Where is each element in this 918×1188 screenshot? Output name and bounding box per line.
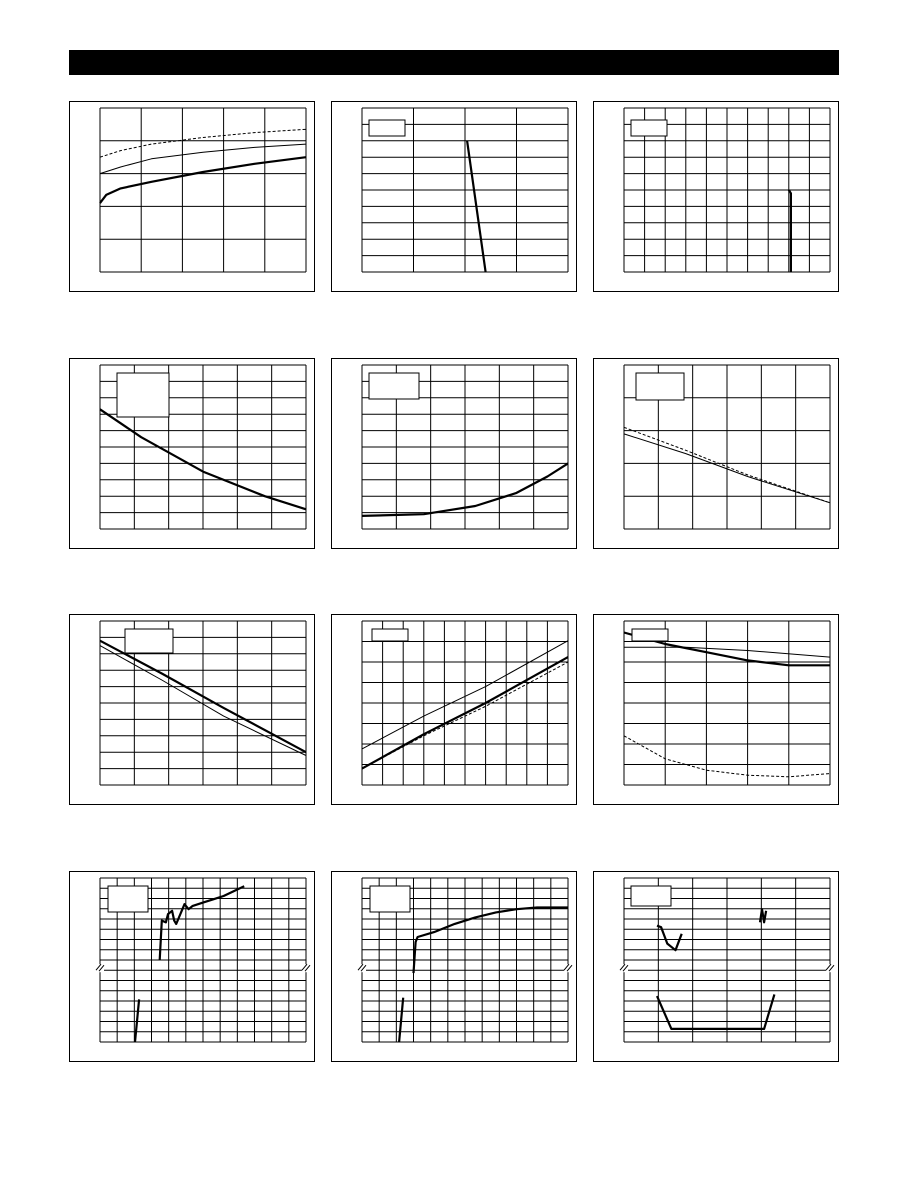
chart-panel-5 — [331, 358, 577, 549]
chart-panel-7 — [69, 614, 315, 805]
legend-box — [369, 120, 405, 136]
series-line-1 — [135, 999, 139, 1042]
chart-svg — [70, 872, 316, 1063]
grid — [362, 621, 568, 785]
chart-panel-10 — [69, 871, 315, 1062]
series-line-1 — [399, 998, 403, 1042]
series-line-2 — [760, 909, 766, 922]
chart-svg — [70, 359, 316, 550]
series-line-2 — [160, 886, 245, 960]
series-line-3 — [624, 736, 830, 777]
grid — [624, 621, 830, 785]
legend-box — [125, 629, 173, 653]
legend-box — [631, 886, 671, 906]
chart-svg — [70, 615, 316, 806]
axis-break-mark — [302, 964, 310, 972]
legend-box — [372, 629, 408, 641]
chart-panel-12 — [593, 871, 839, 1062]
chart-panel-2 — [331, 101, 577, 292]
chart-panel-8 — [331, 614, 577, 805]
chart-panel-3 — [593, 101, 839, 292]
chart-svg — [332, 102, 578, 293]
axis-break-mark — [96, 964, 104, 972]
chart-panel-4 — [69, 358, 315, 549]
series-line-1 — [100, 129, 306, 157]
legend-box — [108, 886, 148, 912]
legend-box — [369, 373, 419, 399]
chart-svg — [70, 102, 316, 293]
series-line-2 — [414, 908, 569, 974]
axis-break-mark — [564, 964, 572, 972]
legend-box — [632, 629, 668, 641]
legend-box — [636, 373, 684, 400]
legend-box — [631, 120, 667, 136]
axis-break-mark — [620, 964, 628, 972]
axis-break-mark — [826, 964, 834, 972]
legend-box — [370, 886, 410, 912]
legend-box — [117, 373, 169, 417]
grid — [100, 108, 306, 272]
chart-svg — [332, 615, 578, 806]
chart-svg — [332, 872, 578, 1063]
chart-panel-1 — [69, 101, 315, 292]
header-bar — [69, 50, 839, 75]
chart-svg — [594, 359, 840, 550]
chart-panel-9 — [593, 614, 839, 805]
chart-panel-6 — [593, 358, 839, 549]
chart-svg — [594, 615, 840, 806]
axis-break-mark — [358, 964, 366, 972]
chart-panel-11 — [331, 871, 577, 1062]
chart-svg — [594, 872, 840, 1063]
chart-svg — [332, 359, 578, 550]
chart-svg — [594, 102, 840, 293]
